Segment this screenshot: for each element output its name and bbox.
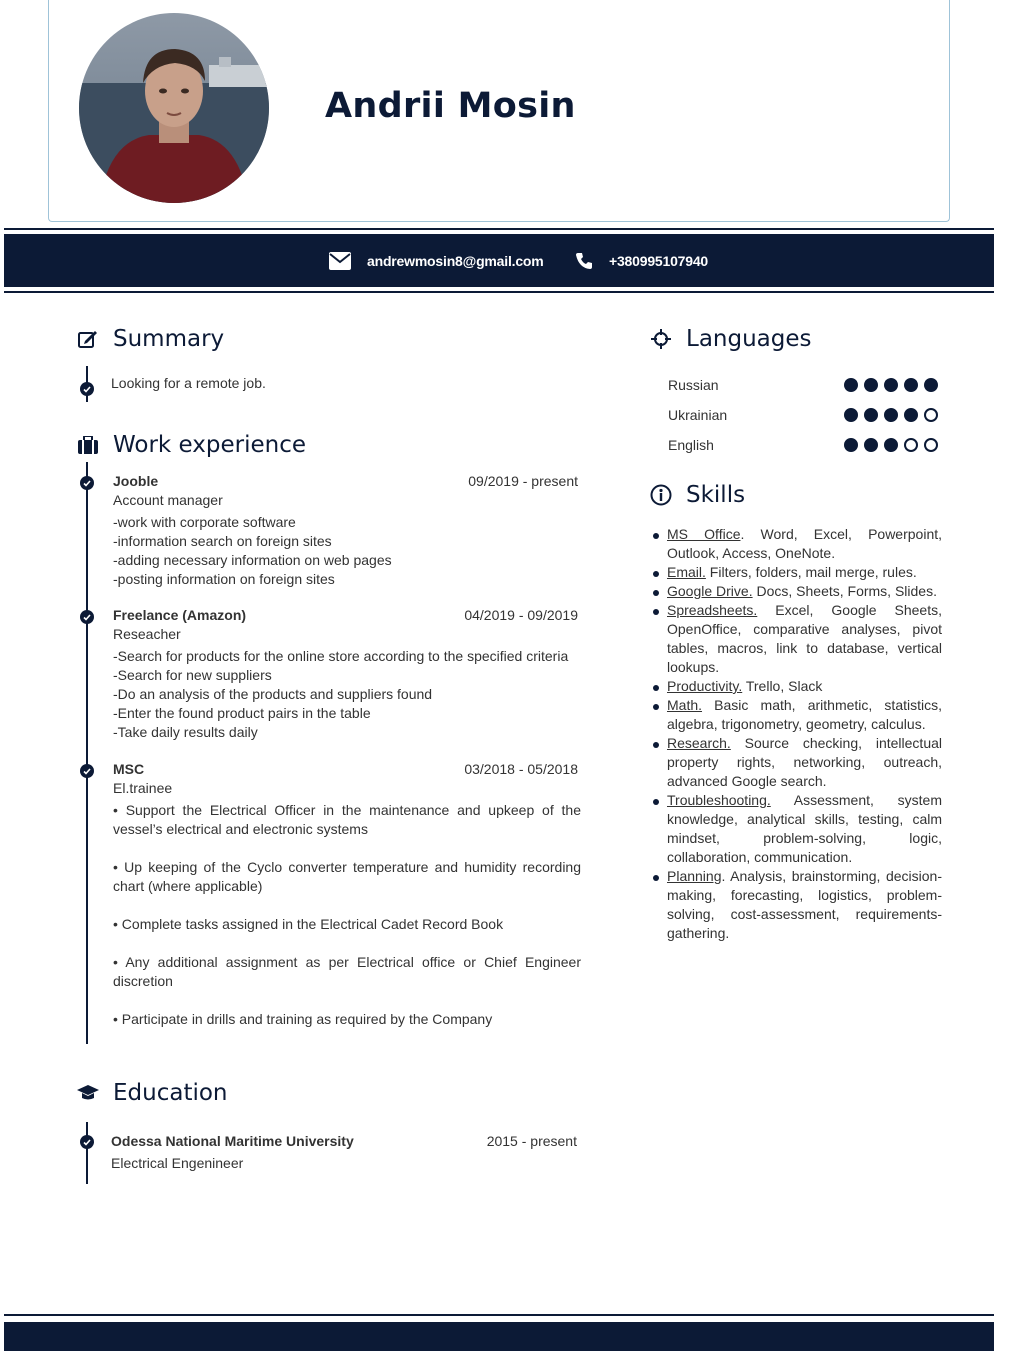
job-duty: -Search for new suppliers: [113, 667, 272, 683]
briefcase-icon: [77, 434, 99, 456]
skill-key: Google Drive.: [667, 583, 753, 599]
job-entry: [113, 606, 578, 742]
level-dot-filled: [844, 378, 858, 392]
education-heading: [77, 1080, 228, 1106]
level-dot-filled: [864, 438, 878, 452]
skill-key: Spreadsheets.: [667, 602, 758, 618]
skills-list: [652, 525, 942, 943]
skill-item: [652, 563, 942, 582]
job-duty: -adding necessary information on web pages: [113, 552, 392, 568]
level-dot-empty: [904, 438, 918, 452]
info-circle-icon: [650, 484, 672, 506]
job-company: MSC: [113, 761, 145, 777]
job-duty: -Enter the found product pairs in the table: [113, 705, 371, 721]
job-duty: • Up keeping of the Cyclo converter temperature and humidity recording chart (where applicable): [113, 859, 581, 894]
level-dot-empty: [924, 438, 938, 452]
email-contact[interactable]: [329, 234, 544, 287]
check-circle-icon: [80, 476, 94, 490]
footer-bar: [4, 1322, 994, 1351]
edit-icon: [77, 328, 99, 350]
level-dot-filled: [884, 378, 898, 392]
job-dates: 09/2019 - present: [468, 473, 578, 489]
job-company: Freelance (Amazon): [113, 607, 247, 623]
level-dot-filled: [904, 408, 918, 422]
language-level: [844, 438, 938, 452]
job-duty: • Participate in drills and training as required by the Company: [113, 1011, 493, 1027]
job-company: Jooble: [113, 473, 159, 489]
level-dot-filled: [864, 408, 878, 422]
skill-detail: Excel, Google Sheets, OpenOffice, comparative analyses, pivot tables, macros, link to database, vertical lookups.: [667, 602, 942, 675]
skill-key: Research.: [667, 735, 731, 751]
languages-title: Languages: [686, 326, 812, 352]
check-circle-icon: [80, 382, 94, 396]
skill-detail: Source checking, intellectual property rights, networking, outreach, advanced Google search.: [667, 735, 942, 789]
skill-detail: Basic math, arithmetic, statistics, algebra, trigonometry, geometry, calculus.: [667, 697, 942, 732]
job-duty: • Support the Electrical Officer in the maintenance and upkeep of the vessel’s electrical and electronic systems: [113, 802, 581, 837]
language-name: English: [668, 437, 714, 453]
language-name: Russian: [668, 377, 719, 393]
skill-item: [652, 601, 942, 677]
job-entry: [113, 472, 578, 589]
job-duty: • Any additional assignment as per Electrical office or Chief Engineer discretion: [113, 954, 581, 989]
degree: Electrical Engenineer: [111, 1155, 244, 1171]
level-dot-filled: [844, 438, 858, 452]
job-duty: -work with corporate software: [113, 514, 296, 530]
avatar: [79, 13, 269, 203]
work-timeline: [86, 462, 88, 1044]
level-dot-filled: [884, 408, 898, 422]
skill-item: [652, 582, 942, 601]
level-dot-filled: [924, 378, 938, 392]
education-title: Education: [113, 1080, 228, 1106]
job-duty: -Do an analysis of the products and suppliers found: [113, 686, 433, 702]
language-row: [668, 404, 938, 426]
summary-text: Looking for a remote job.: [111, 375, 266, 391]
job-dates: 03/2018 - 05/2018: [464, 761, 578, 777]
skill-item: [652, 696, 942, 734]
school-name: Odessa National Maritime University: [111, 1133, 354, 1149]
skill-key: Productivity.: [667, 678, 743, 694]
summary-heading: [77, 326, 224, 352]
skill-key: Math.: [667, 697, 703, 713]
email-text: andrewmosin8@gmail.com: [367, 252, 544, 269]
skill-detail: Assessment, system knowledge, analytical skills, testing, calm mindset, problem-solving, logic, collaboration, communication.: [667, 792, 942, 865]
contact-bar: [4, 234, 994, 287]
level-dot-filled: [864, 378, 878, 392]
crosshair-icon: [650, 328, 672, 350]
skill-detail: Docs, Sheets, Forms, Slides.: [752, 583, 937, 599]
education-dates: 2015 - present: [486, 1133, 577, 1149]
skill-item: [652, 677, 942, 696]
job-duty: -Take daily results daily: [113, 724, 258, 740]
skill-key: Troubleshooting.: [667, 792, 771, 808]
work-title: Work experience: [113, 432, 307, 458]
contact-divider: [4, 291, 994, 293]
languages-heading: [650, 326, 812, 352]
job-duty: • Complete tasks assigned in the Electrical Cadet Record Book: [113, 916, 504, 932]
check-circle-icon: [80, 764, 94, 778]
level-dot-empty: [924, 408, 938, 422]
skill-detail: . Word, Excel, Powerpoint, Outlook, Access, OneNote.: [667, 526, 943, 561]
check-circle-icon: [80, 610, 94, 624]
job-role: El.trainee: [113, 780, 173, 796]
skill-detail: Filters, folders, mail merge, rules.: [705, 564, 917, 580]
level-dot-filled: [884, 438, 898, 452]
job-role: Account manager: [113, 492, 223, 508]
phone-contact[interactable]: [575, 234, 708, 287]
skill-key: Email.: [667, 564, 706, 580]
language-name: Ukrainian: [668, 407, 728, 423]
skill-item: [652, 867, 942, 943]
skills-heading: [650, 482, 745, 508]
skill-item: [652, 791, 942, 867]
skill-detail: . Analysis, brainstorming, decision-making, forecasting, logistics, problem-solving, cost-assessment, requirements-gathering.: [667, 868, 942, 941]
person-name: Andrii Mosin: [325, 86, 576, 126]
education-timeline: [86, 1122, 88, 1184]
skill-item: [652, 525, 942, 563]
language-row: [668, 374, 938, 396]
phone-icon: [575, 252, 593, 270]
job-duty: -Search for products for the online store according to the specified criteria: [113, 648, 569, 664]
skill-key: MS Office: [667, 526, 741, 542]
skills-title: Skills: [686, 482, 746, 508]
job-duty: -information search on foreign sites: [113, 533, 332, 549]
summary-title: Summary: [113, 326, 225, 352]
skill-key: Planning: [667, 868, 722, 884]
job-dates: 04/2019 - 09/2019: [464, 607, 578, 623]
education-entry: [111, 1132, 577, 1173]
level-dot-filled: [904, 378, 918, 392]
language-level: [844, 408, 938, 422]
language-level: [844, 378, 938, 392]
job-duty: -posting information on foreign sites: [113, 571, 335, 587]
envelope-icon: [329, 252, 351, 270]
skill-item: [652, 734, 942, 791]
skill-detail: Trello, Slack: [742, 678, 823, 694]
level-dot-filled: [844, 408, 858, 422]
job-entry: [113, 760, 581, 1029]
header-divider: [4, 228, 994, 230]
job-role: Reseacher: [113, 626, 181, 642]
language-row: [668, 434, 938, 456]
graduation-cap-icon: [77, 1082, 99, 1104]
phone-text: +380995107940: [609, 252, 709, 269]
check-circle-icon: [80, 1135, 94, 1149]
footer-divider: [4, 1314, 994, 1316]
work-heading: [77, 432, 306, 458]
